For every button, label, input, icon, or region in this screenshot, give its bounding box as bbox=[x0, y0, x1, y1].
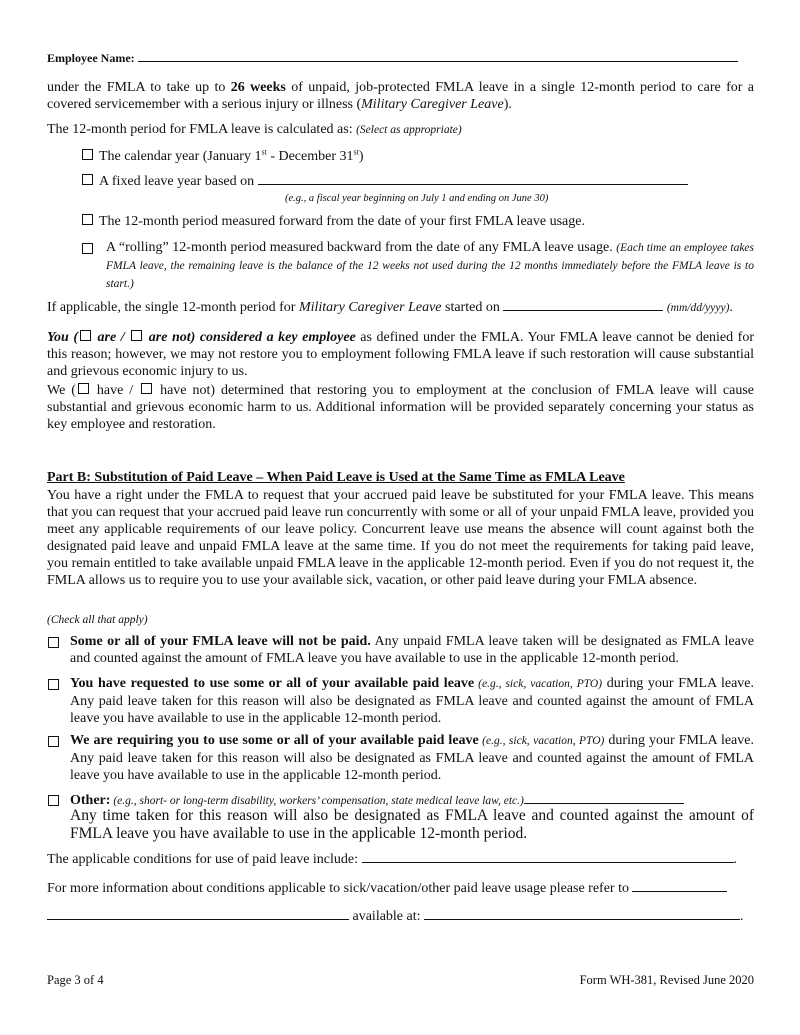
checkbox[interactable] bbox=[48, 795, 59, 806]
date-field[interactable] bbox=[503, 298, 663, 311]
option-other: Other: (e.g., short- or long-term disability, workers’ compensation, state medical leave law, etc.) bbox=[70, 791, 754, 810]
available-at-row: available at: . bbox=[47, 907, 754, 925]
employee-name-label: Employee Name: bbox=[47, 51, 135, 65]
other-description: Any time taken for this reason will also be designated as FMLA leave and counted against the amount of FMLA leave you have available to use in the applicable 12-month period. bbox=[70, 807, 754, 842]
available-at-field[interactable] bbox=[424, 907, 740, 920]
checkbox[interactable] bbox=[141, 383, 152, 394]
option-fixed-year: A fixed leave year based on bbox=[82, 172, 754, 190]
conditions-field[interactable] bbox=[362, 850, 734, 863]
form-id: Form WH-381, Revised June 2020 bbox=[579, 973, 754, 987]
option-rolling: A “rolling” 12-month period measured backward from the date of any FMLA leave usage. (Each time an employee takes FMLA leave, the remaining leave is the balance of the 12 weeks not used during the 12 months immediately before the FMLA leave is to start.) bbox=[106, 240, 754, 290]
harm-determination-paragraph: We ( have / have not) determined that restoring you to employment at the conclusion of FMLA leave will cause substantial and grievous economic harm to us. Additional information will be provided separately concerning your status as key employee and restoration. bbox=[47, 383, 754, 432]
checkbox[interactable] bbox=[48, 637, 59, 648]
checkbox[interactable] bbox=[78, 383, 89, 394]
refer-to-field[interactable] bbox=[632, 879, 727, 892]
checkbox[interactable] bbox=[82, 243, 93, 254]
military-caregiver-start: If applicable, the single 12-month period for Military Caregiver Leave started on (mm/dd/yyyy). bbox=[47, 300, 733, 315]
part-b-body: You have a right under the FMLA to request that your accrued paid leave be substituted for your FMLA leave. This means that you can request that your accrued paid leave run concurrently with some or all of your unpaid FMLA leave, provided you meet any applicable requirements of our leave policy. Concurrent leave use means the absence will count against both the designated paid leave and unpaid FMLA leave at the same time. If you do not meet the requirements for taking paid leave, you remain entitled to take available unpaid FMLA leave in the applicable 12-month period. Even if you do not request it, the FMLA allows us to require you to use your available sick, vacation, or other paid leave during your FMLA absence. bbox=[47, 488, 754, 588]
checkbox[interactable] bbox=[80, 330, 91, 341]
fixed-year-hint: (e.g., a fiscal year beginning on July 1 and ending on June 30) bbox=[285, 193, 549, 204]
policy-field[interactable] bbox=[47, 907, 349, 920]
option-requested-paid: You have requested to use some or all of your available paid leave (e.g., sick, vacation, PTO) during your FMLA leave. Any paid leave taken for this reason will also be designated as FMLA leave and counted against the amount of FMLA leave you have available to use in the applicable 12-month period. bbox=[70, 676, 755, 726]
page-number: Page 3 of 4 bbox=[47, 973, 104, 987]
intro-paragraph: under the FMLA to take up to 26 weeks of unpaid, job-protected FMLA leave in a single 12-month period to care for a covered servicemember with a serious injury or illness (Military Caregiver Leave). bbox=[47, 80, 755, 112]
option-forward: The 12-month period measured forward from the date of your first FMLA leave usage. bbox=[82, 213, 754, 230]
check-hint: (Check all that apply) bbox=[47, 614, 148, 626]
part-b-heading: Part B: Substitution of Paid Leave – When Paid Leave is Used at the Same Time as FMLA Leave bbox=[47, 470, 625, 485]
checkbox[interactable] bbox=[48, 679, 59, 690]
checkbox[interactable] bbox=[82, 214, 93, 225]
key-employee-paragraph: You ( are / are not) considered a key employee as defined under the FMLA. Your FMLA leave cannot be denied for this reason; however, we may not restore you to employment following FMLA leave if such restoration will cause substantial and grievous economic injury to us. bbox=[47, 330, 755, 379]
conditions-row: The applicable conditions for use of paid leave include: . bbox=[47, 852, 738, 867]
option-not-paid: Some or all of your FMLA leave will not be paid. Any unpaid FMLA leave taken will be designated as FMLA leave and counted against the amount of FMLA leave you have available to use in the applicable 12-month period. bbox=[70, 634, 754, 666]
checkbox[interactable] bbox=[131, 330, 142, 341]
checkbox[interactable] bbox=[82, 174, 93, 185]
checkbox[interactable] bbox=[82, 149, 93, 160]
option-required-paid: We are requiring you to use some or all of your available paid leave (e.g., sick, vacation, PTO) during your FMLA leave. Any paid leave taken for this reason will also be designated as FMLA leave and counted against the amount of FMLA leave you have available to use in the applicable 12-month period. bbox=[70, 733, 754, 783]
fixed-year-field[interactable] bbox=[258, 172, 688, 185]
other-field[interactable] bbox=[524, 791, 684, 804]
employee-name-field[interactable] bbox=[138, 49, 738, 62]
period-label: The 12-month period for FMLA leave is calculated as: (Select as appropriate) bbox=[47, 122, 462, 137]
employee-name-row bbox=[47, 49, 754, 67]
checkbox[interactable] bbox=[48, 736, 59, 747]
more-info-row: For more information about conditions applicable to sick/vacation/other paid leave usage please refer to bbox=[47, 879, 754, 897]
option-calendar-year: The calendar year (January 1st - December 31st) bbox=[82, 148, 754, 165]
